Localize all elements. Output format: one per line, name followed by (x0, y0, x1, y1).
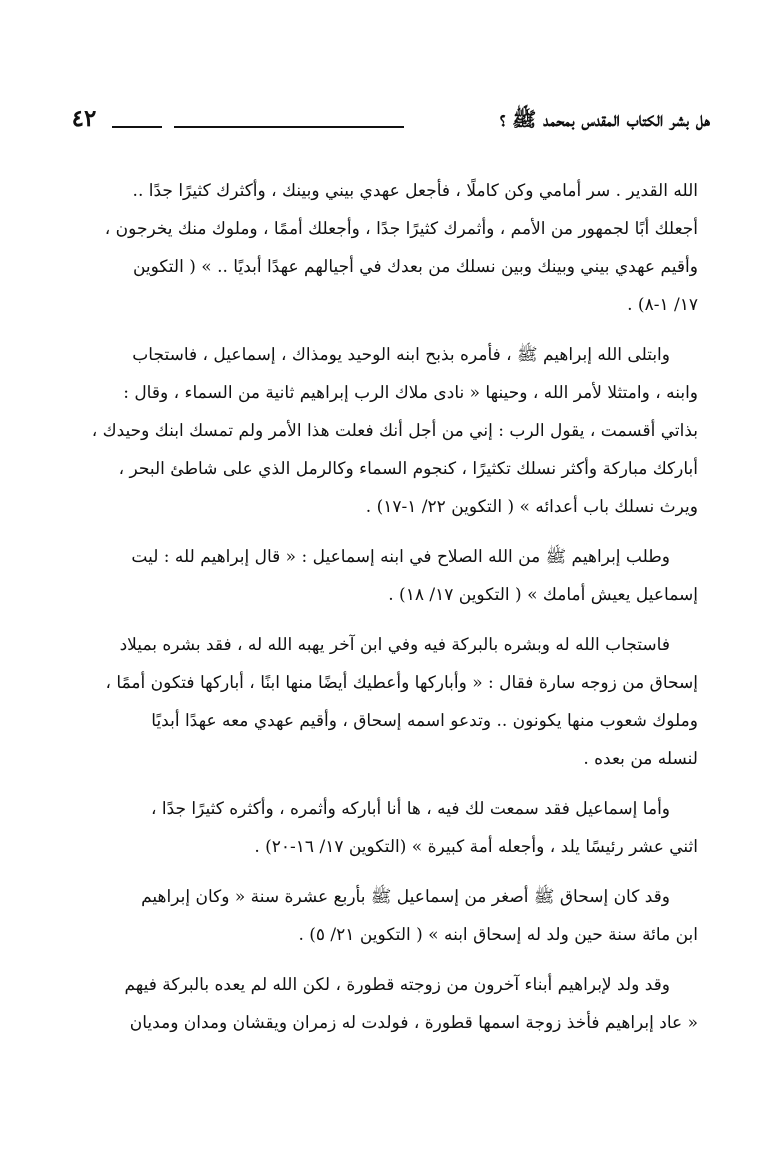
text-line: لنسله من بعده . (583, 749, 698, 769)
book-title: هل بشر الكتاب المقدس بمحمد ﷺ ؟ (499, 107, 710, 131)
text-line: وقد ولد لإبراهيم أبناء آخرون من زوجته قطورة ، لكن الله لم يعده بالبركة فيهم (124, 975, 670, 995)
text-line: ابن مائة سنة حين ولد له إسحاق ابنه » ( التكوين ٢١/ ٥) . (298, 925, 698, 945)
running-header (60, 104, 710, 138)
text-line: أباركك مباركة وأكثر نسلك تكثيرًا ، كنجوم السماء وكالرمل الذي على شاطئ البحر ، (118, 459, 698, 479)
text-line: الله القدير . سر أمامي وكن كاملًا ، فأجعل عهدي بيني وبينك ، وأكثرك كثيرًا جدًا .. (132, 181, 698, 201)
text-line: وملوك شعوب منها يكونون .. وتدعو اسمه إسحاق ، وأقيم عهدي معه عهدًا أبديًا (151, 711, 698, 731)
paragraph (70, 172, 698, 324)
paragraph (70, 790, 698, 866)
text-line: وأما إسماعيل فقد سمعت لك فيه ، ها أنا أباركه وأثمره ، وأكثره كثيرًا جدًا ، (150, 799, 670, 819)
header-rule-short (112, 126, 162, 128)
text-line: فاستجاب الله له وبشره بالبركة فيه وفي ابن آخر يهبه الله له ، فقد بشره بميلاد (119, 635, 670, 655)
paragraph (70, 626, 698, 778)
paragraph (70, 336, 698, 526)
body-text (70, 172, 698, 1042)
page-number: ٤٢ (71, 105, 97, 132)
text-line: أجعلك أبًا لجمهور من الأمم ، وأثمرك كثيرًا جدًا ، وأجعلك أممًا ، وملوك منك يخرجون ، (104, 219, 698, 239)
header-rule-long (174, 126, 404, 128)
text-line: وقد كان إسحاق ﷺ أصغر من إسماعيل ﷺ بأربع عشرة سنة « وكان إبراهيم (141, 887, 670, 907)
text-line: وأقيم عهدي بيني وبينك وبين نسلك من بعدك في أجيالهم عهدًا أبديًا .. » ( التكوين (132, 257, 698, 277)
text-line: بذاتي أقسمت ، يقول الرب : إني من أجل أنك فعلت هذا الأمر ولم تمسك ابنك وحيدك ، (91, 421, 698, 441)
text-line: اثني عشر رئيسًا يلد ، وأجعله أمة كبيرة » (التكوين ١٧/ ١٦-٢٠) . (254, 837, 698, 857)
text-line: ١٧/ ١-٨) . (627, 295, 698, 315)
text-line: إسحاق من زوجه سارة فقال : « وأباركها وأعطيك أيضًا منها ابنًا ، أباركها فتكون أممًا ، (105, 673, 698, 693)
paragraph (70, 878, 698, 954)
text-line: وابتلى الله إبراهيم ﷺ ، فأمره بذبح ابنه الوحيد يومذاك ، إسماعيل ، فاستجاب (132, 345, 670, 365)
text-line: ويرث نسلك باب أعدائه » ( التكوين ٢٢/ ١-١٧) . (365, 497, 698, 517)
paragraph (70, 538, 698, 614)
text-line: وابنه ، وامتثلا لأمر الله ، وحينها « نادى ملاك الرب إبراهيم ثانية من السماء ، وقال : (123, 383, 698, 403)
text-line: وطلب إبراهيم ﷺ من الله الصلاح في ابنه إسماعيل : « قال إبراهيم لله : ليت (131, 547, 670, 567)
text-line: إسماعيل يعيش أمامك » ( التكوين ١٧/ ١٨) . (388, 585, 698, 605)
paragraph (70, 966, 698, 1042)
text-line: « عاد إبراهيم فأخذ زوجة اسمها قطورة ، فولدت له زمران ويقشان ومدان ومديان (129, 1013, 698, 1033)
